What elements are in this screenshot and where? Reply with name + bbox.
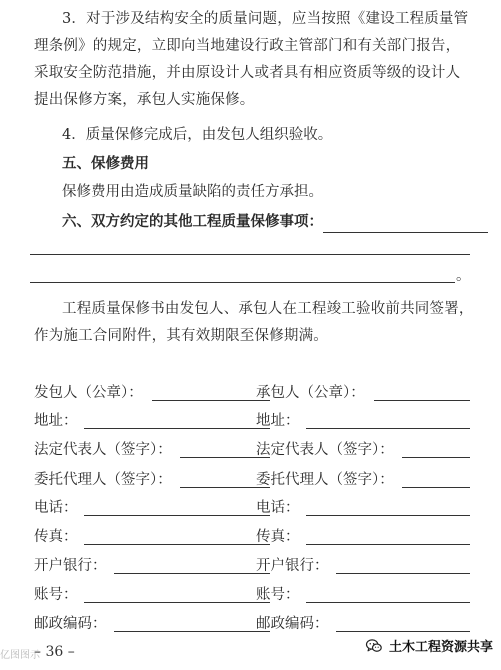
sig-left-postcode-blank[interactable] — [114, 631, 270, 632]
sig-left-postcode: 邮政编码： — [34, 614, 244, 634]
sig-left-legal-rep: 法定代表人（签字）： — [34, 440, 244, 460]
section-6-blank-line-1[interactable] — [30, 254, 470, 255]
sig-right-fax: 传真： — [256, 527, 476, 547]
sig-right-fax-blank[interactable] — [306, 544, 470, 545]
closing-paragraph: 工程质量保修书由发包人、承包人在工程竣工验收前共同签署，作为施工合同附件，其有效期限至保修期满。 — [34, 301, 474, 344]
clause-3: 3．对于涉及结构安全的质量问题，应当按照《建设工程质量管理条例》的规定，立即向当地建设行政主管部门和有关部门报告，采取安全防范措施，并由原设计人或者具有相应资质等级的设计人提出保修方案，承包人实施保修。 — [34, 11, 469, 108]
section-5-heading: 五、保修费用 — [62, 155, 149, 172]
sig-left-account: 账号： — [34, 585, 244, 605]
sig-right-phone: 电话： — [256, 498, 476, 518]
sig-right-agent-blank[interactable] — [402, 487, 470, 488]
sig-left-phone-blank[interactable] — [84, 515, 270, 516]
watermark: 亿图图示 — [0, 650, 40, 661]
sig-left-phone: 电话： — [34, 498, 244, 518]
sig-left-fax: 传真： — [34, 527, 244, 547]
wechat-icon — [365, 637, 383, 655]
sig-left-address-blank[interactable] — [84, 428, 270, 429]
sig-left-address: 地址： — [34, 411, 244, 431]
sig-right-address-blank[interactable] — [306, 428, 470, 429]
page-number: – 36 – — [34, 644, 75, 660]
sig-right-legal-rep-blank[interactable] — [402, 457, 470, 458]
sig-right-account: 账号： — [256, 585, 476, 605]
sig-right-legal-rep: 法定代表人（签字）： — [256, 440, 476, 460]
section-6-heading: 六、双方约定的其他工程质量保修事项： — [62, 213, 323, 230]
sig-left-employer-seal: 发包人（公章）： — [34, 383, 244, 403]
sig-left-agent: 委托代理人（签字）： — [34, 470, 244, 490]
sig-right-bank-blank[interactable] — [336, 573, 470, 574]
sig-left-bank: 开户银行： — [34, 556, 244, 576]
sig-left-bank-blank[interactable] — [114, 573, 270, 574]
brand-tag — [365, 636, 493, 655]
clause-4: 4．质量保修完成后，由发包人组织验收。 — [62, 127, 333, 143]
section-6-blank[interactable] — [323, 214, 488, 233]
sig-right-phone-blank[interactable] — [306, 515, 470, 516]
section-6-end-mark: 。 — [456, 268, 471, 284]
sig-right-postcode: 邮政编码： — [256, 614, 476, 634]
sig-right-contractor-seal: 承包人（公章）： — [256, 383, 476, 403]
section-5-body: 保修费用由造成质量缺陷的责任方承担。 — [62, 184, 323, 200]
sig-right-account-blank[interactable] — [306, 602, 470, 603]
sig-right-bank: 开户银行： — [256, 556, 476, 576]
sig-right-address: 地址： — [256, 411, 476, 431]
sig-right-postcode-blank[interactable] — [336, 631, 470, 632]
sig-left-account-blank[interactable] — [84, 602, 270, 603]
sig-right-contractor-seal-blank[interactable] — [374, 400, 470, 401]
section-6-line — [34, 211, 474, 233]
section-6-blank-line-2[interactable] — [30, 282, 455, 283]
sig-left-employer-seal-blank[interactable] — [152, 400, 270, 401]
brand-name: 土木工程资源共享 — [388, 640, 493, 655]
sig-right-agent: 委托代理人（签字）： — [256, 470, 476, 490]
sig-left-fax-blank[interactable] — [84, 544, 270, 545]
